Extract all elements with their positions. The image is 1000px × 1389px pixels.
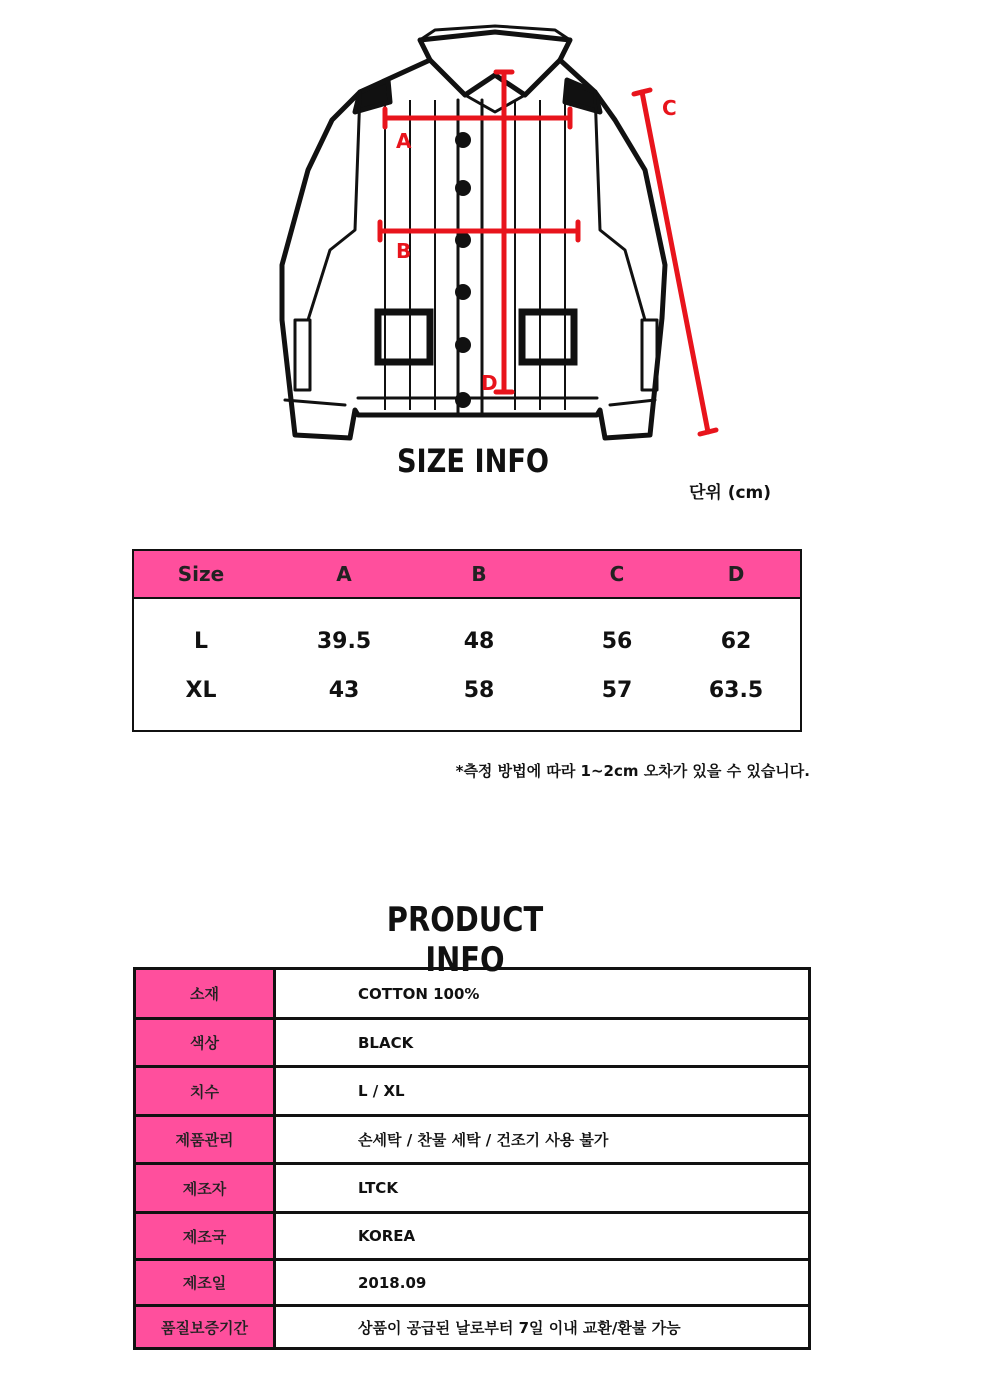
- product-value: L / XL: [358, 1082, 405, 1100]
- size-table: [132, 549, 802, 732]
- row-xl-d: 63.5: [708, 678, 764, 703]
- row-l-d: 62: [720, 629, 752, 654]
- header-b: B: [471, 562, 487, 586]
- size-table-header: [134, 551, 800, 599]
- product-row-size: [136, 1068, 808, 1114]
- product-table: [133, 967, 811, 1350]
- product-label: 품질보증기간: [136, 1307, 276, 1347]
- header-size: Size: [177, 562, 225, 586]
- label-d: D: [481, 371, 498, 395]
- product-row-manufacturer: [136, 1165, 808, 1211]
- row-xl-a: 43: [328, 678, 360, 703]
- product-value: LTCK: [358, 1179, 398, 1197]
- product-row-care: [136, 1117, 808, 1162]
- product-row-date: [136, 1261, 808, 1304]
- product-row-color: [136, 1020, 808, 1065]
- row-xl-b: 58: [463, 678, 495, 703]
- product-row-material: [136, 970, 808, 1017]
- product-value: 2018.09: [358, 1273, 427, 1292]
- product-label: 제조자: [136, 1165, 276, 1211]
- row-xl-c: 57: [601, 678, 633, 703]
- row-l-b: 48: [463, 629, 495, 654]
- product-value: KOREA: [358, 1227, 416, 1245]
- product-value: BLACK: [358, 1033, 414, 1052]
- product-label: 제조일: [136, 1261, 276, 1304]
- jacket-measurement-diagram: [260, 20, 730, 445]
- product-value: 상품이 공급된 날로부터 7일 이내 교환/환불 가능: [358, 1318, 681, 1337]
- product-label: 소재: [136, 970, 276, 1017]
- header-a: A: [336, 562, 352, 586]
- product-value: 손세탁 / 찬물 세탁 / 건조기 사용 불가: [358, 1131, 609, 1149]
- product-row-warranty: [136, 1307, 808, 1347]
- row-l-a: 39.5: [316, 629, 372, 654]
- row-l-c: 56: [601, 629, 633, 654]
- product-label: 색상: [136, 1020, 276, 1065]
- product-label: 치수: [136, 1068, 276, 1114]
- row-l-size: L: [193, 629, 209, 654]
- product-row-country: [136, 1214, 808, 1258]
- label-a: A: [396, 129, 412, 153]
- header-d: D: [727, 562, 745, 586]
- measurement-note: *측정 방법에 따라 1~2cm 오차가 있을 수 있습니다.: [455, 762, 810, 780]
- header-c: C: [609, 562, 625, 586]
- size-info-title: SIZE INFO: [396, 442, 550, 480]
- product-label: 제품관리: [136, 1117, 276, 1162]
- product-value: COTTON 100%: [358, 984, 480, 1003]
- unit-label: 단위 (cm): [688, 483, 772, 503]
- product-label: 제조국: [136, 1214, 276, 1258]
- label-c: C: [662, 96, 677, 120]
- label-b: B: [396, 239, 412, 263]
- product-info-title: PRODUCT INFO: [386, 900, 544, 980]
- row-xl-size: XL: [185, 678, 217, 703]
